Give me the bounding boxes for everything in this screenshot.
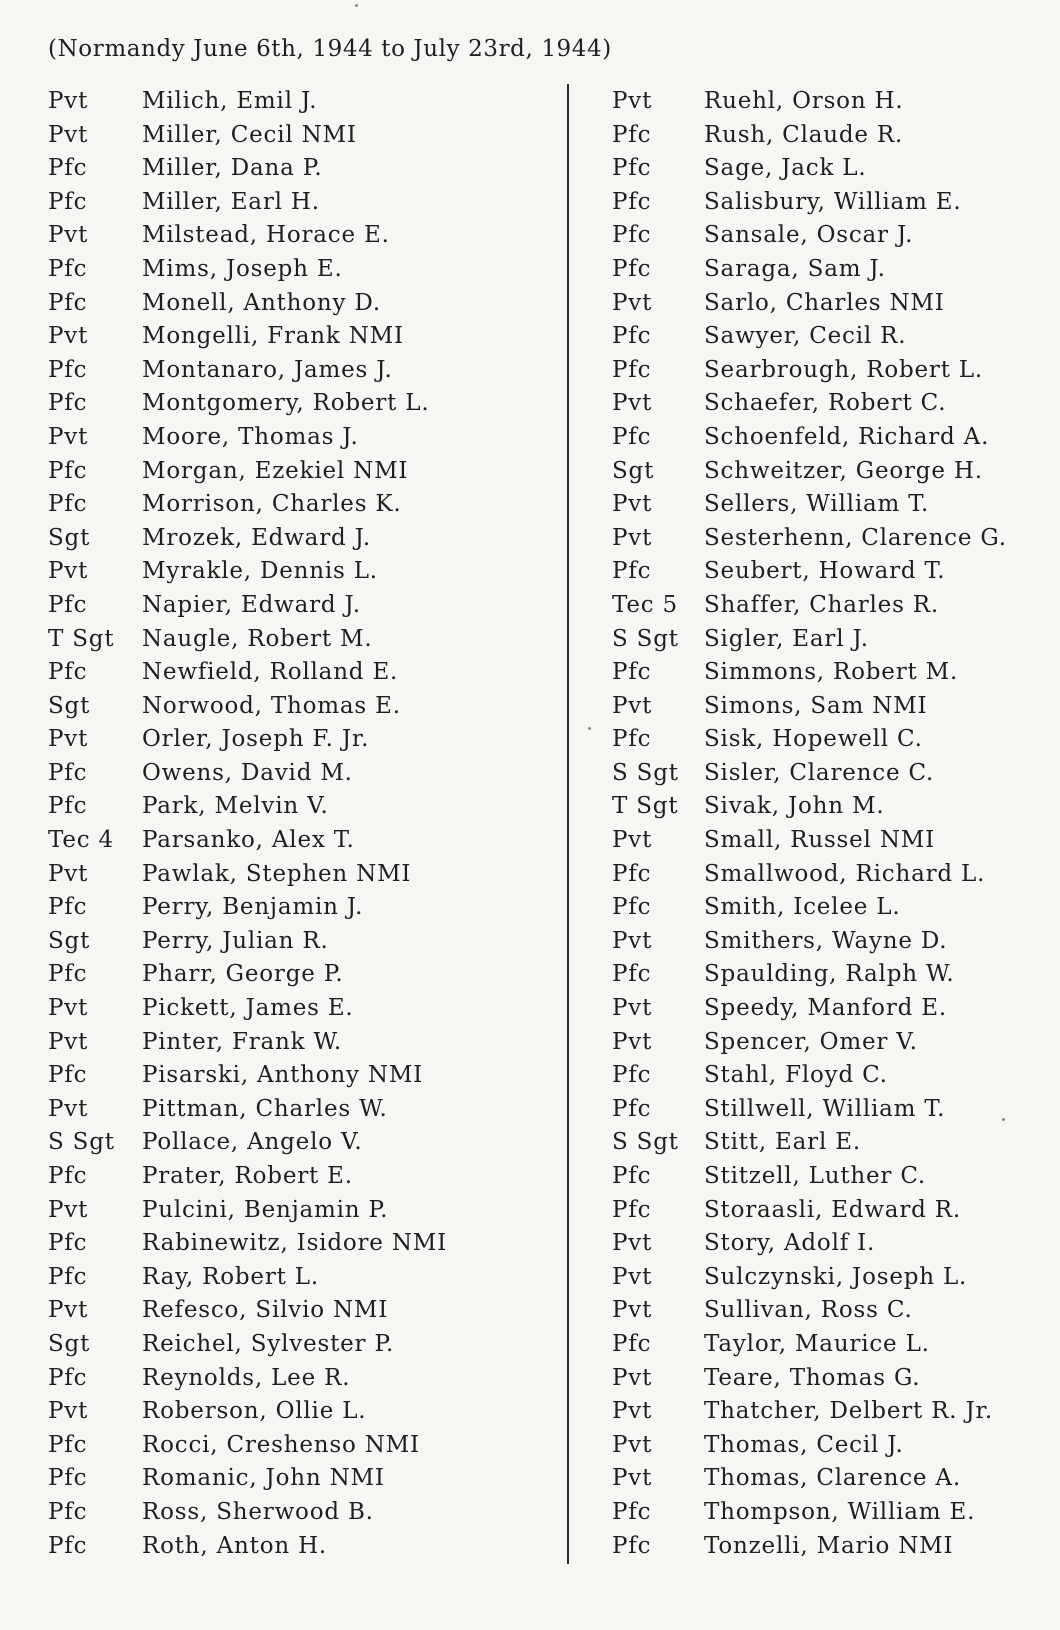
soldier-name: Storaasli, Edward R. xyxy=(704,1196,961,1223)
soldier-name: Mongelli, Frank NMI xyxy=(142,323,404,350)
soldier-name: Norwood, Thomas E. xyxy=(142,692,401,719)
soldier-name: Schweitzer, George H. xyxy=(704,457,983,484)
rank-label: Pfc xyxy=(48,1465,88,1492)
rank-label: S Sgt xyxy=(612,759,679,786)
soldier-name: Newfield, Rolland E. xyxy=(142,659,399,686)
rank-label: Pfc xyxy=(48,289,88,316)
soldier-name: Sulczynski, Joseph L. xyxy=(704,1263,968,1290)
rank-label: Pvt xyxy=(48,1095,89,1122)
soldier-name: Spaulding, Ralph W. xyxy=(704,961,955,988)
soldier-name: Teare, Thomas G. xyxy=(704,1364,921,1391)
soldier-name: Schaefer, Robert C. xyxy=(704,390,947,417)
rank-label: Pfc xyxy=(612,1062,652,1089)
rank-label: Pfc xyxy=(612,894,652,921)
rank-label: Pvt xyxy=(612,692,653,719)
soldier-name: Sivak, John M. xyxy=(704,793,885,820)
rank-label: Pfc xyxy=(612,255,652,282)
soldier-name: Roth, Anton H. xyxy=(142,1532,328,1559)
rank-label: Pfc xyxy=(612,1532,652,1559)
rank-label: Pvt xyxy=(48,1398,89,1425)
soldier-name: Saraga, Sam J. xyxy=(704,255,886,282)
soldier-name: Reichel, Sylvester P. xyxy=(142,1330,395,1357)
soldier-name: Simons, Sam NMI xyxy=(704,692,928,719)
soldier-name: Stitzell, Luther C. xyxy=(704,1163,927,1189)
soldier-name: Monell, Anthony D. xyxy=(142,289,381,316)
soldier-name: Sage, Jack L. xyxy=(704,155,867,182)
rank-label: Pvt xyxy=(612,289,653,316)
soldier-name: Searbrough, Robert L. xyxy=(704,356,984,383)
soldier-name: Refesco, Silvio NMI xyxy=(142,1297,389,1324)
rank-label: Pfc xyxy=(612,1196,652,1223)
soldier-name: Sellers, William T. xyxy=(704,491,930,518)
rank-label: Pvt xyxy=(612,88,653,114)
soldier-name: Spencer, Omer V. xyxy=(704,1028,918,1055)
rank-label: Pfc xyxy=(612,558,652,585)
rank-label: S Sgt xyxy=(612,625,679,652)
rank-label: S Sgt xyxy=(612,1129,679,1156)
rank-label: Pfc xyxy=(48,591,88,618)
soldier-name: Pulcini, Benjamin P. xyxy=(142,1196,389,1223)
rank-label: Pfc xyxy=(48,1230,88,1257)
rank-label: Pfc xyxy=(48,356,88,383)
rank-label: Sgt xyxy=(48,1330,91,1357)
soldier-name: Montanaro, James J. xyxy=(142,356,393,383)
soldier-name: Ruehl, Orson H. xyxy=(704,88,904,114)
soldier-name: Stahl, Floyd C. xyxy=(704,1062,888,1089)
rank-label: S Sgt xyxy=(48,1129,115,1156)
rank-label: Pfc xyxy=(612,1163,652,1189)
soldier-name: Pisarski, Anthony NMI xyxy=(142,1062,424,1089)
soldier-name: Thompson, William E. xyxy=(704,1498,976,1525)
soldier-name: Reynolds, Lee R. xyxy=(142,1364,351,1391)
rank-label: Pfc xyxy=(612,1095,652,1122)
soldier-name: Smallwood, Richard L. xyxy=(704,860,986,887)
soldier-name: Sarlo, Charles NMI xyxy=(704,289,945,316)
soldier-name: Sansale, Oscar J. xyxy=(704,222,914,249)
rank-label: Sgt xyxy=(612,457,655,484)
paper-speck xyxy=(588,727,591,730)
rank-label: Pfc xyxy=(612,121,652,148)
rank-label: Pvt xyxy=(612,1028,653,1055)
rank-label: Pvt xyxy=(48,88,89,114)
rank-label: Pfc xyxy=(48,659,88,686)
soldier-name: Miller, Cecil NMI xyxy=(142,121,357,148)
soldier-name: Ray, Robert L. xyxy=(142,1263,319,1290)
rank-label: Pvt xyxy=(48,121,89,148)
soldier-name: Schoenfeld, Richard A. xyxy=(704,423,990,450)
soldier-name: Morgan, Ezekiel NMI xyxy=(142,457,409,484)
rank-label: Pvt xyxy=(612,1398,653,1425)
soldier-name: Rocci, Creshenso NMI xyxy=(142,1431,420,1458)
rank-label: Pvt xyxy=(612,524,653,551)
rank-label: Pvt xyxy=(48,323,89,350)
rank-label: Tec 4 xyxy=(48,827,114,854)
rank-label: Pfc xyxy=(48,894,88,921)
rank-label: Pfc xyxy=(48,1163,88,1189)
soldier-name: Seubert, Howard T. xyxy=(704,558,946,585)
soldier-name: Stitt, Earl E. xyxy=(704,1129,861,1156)
paper-speck xyxy=(1002,1118,1005,1121)
page-header: (Normandy June 6th, 1944 to July 23rd, 1944) xyxy=(48,36,612,62)
rank-label: Pfc xyxy=(612,188,652,215)
soldier-name: Miller, Dana P. xyxy=(142,155,323,182)
soldier-name: Pittman, Charles W. xyxy=(142,1095,388,1122)
rank-label: Pfc xyxy=(612,222,652,249)
rank-label: Pvt xyxy=(612,491,653,518)
rank-label: Pvt xyxy=(612,827,653,854)
soldier-name: Sullivan, Ross C. xyxy=(704,1297,913,1324)
rank-label: Pfc xyxy=(48,1364,88,1391)
rank-label: Sgt xyxy=(48,692,91,719)
soldier-name: Mims, Joseph E. xyxy=(142,255,343,282)
rank-label: Pfc xyxy=(48,961,88,988)
rank-label: T Sgt xyxy=(48,625,115,652)
rank-label: Pvt xyxy=(612,1263,653,1290)
rank-label: Pvt xyxy=(48,423,89,450)
rank-label: Pfc xyxy=(48,1431,88,1458)
rank-label: Sgt xyxy=(48,927,91,954)
column-divider xyxy=(567,84,569,1564)
rank-label: Pfc xyxy=(612,659,652,686)
rank-label: Pfc xyxy=(612,423,652,450)
rank-label: Pvt xyxy=(48,726,89,753)
rank-label: Pfc xyxy=(612,1498,652,1525)
soldier-name: Shaffer, Charles R. xyxy=(704,591,940,618)
soldier-name: Simmons, Robert M. xyxy=(704,659,959,686)
soldier-name: Stillwell, William T. xyxy=(704,1095,946,1122)
rank-label: Pfc xyxy=(612,860,652,887)
soldier-name: Pharr, George P. xyxy=(142,961,344,988)
soldier-name: Sesterhenn, Clarence G. xyxy=(704,524,1007,551)
rank-label: Pfc xyxy=(612,155,652,182)
soldier-name: Napier, Edward J. xyxy=(142,591,361,618)
soldier-name: Moore, Thomas J. xyxy=(142,423,359,450)
rank-label: Pfc xyxy=(48,793,88,820)
soldier-name: Mrozek, Edward J. xyxy=(142,524,371,551)
rank-label: Pfc xyxy=(612,323,652,350)
rank-label: Pvt xyxy=(612,1297,653,1324)
soldier-name: Thomas, Cecil J. xyxy=(704,1431,904,1458)
soldier-name: Small, Russel NMI xyxy=(704,827,935,854)
soldier-name: Orler, Joseph F. Jr. xyxy=(142,726,370,753)
soldier-name: Sawyer, Cecil R. xyxy=(704,323,907,350)
rank-label: Pfc xyxy=(612,356,652,383)
soldier-name: Smithers, Wayne D. xyxy=(704,927,948,954)
soldier-name: Myrakle, Dennis L. xyxy=(142,558,378,585)
soldier-name: Speedy, Manford E. xyxy=(704,995,947,1022)
rank-label: Pvt xyxy=(612,927,653,954)
rank-label: Tec 5 xyxy=(612,591,678,618)
rank-label: Pfc xyxy=(612,961,652,988)
rank-label: Pfc xyxy=(48,390,88,417)
soldier-name: Rabinewitz, Isidore NMI xyxy=(142,1230,447,1257)
rank-label: Pfc xyxy=(48,457,88,484)
rank-label: Pvt xyxy=(612,1431,653,1458)
rank-label: Sgt xyxy=(48,524,91,551)
soldier-name: Morrison, Charles K. xyxy=(142,491,402,518)
soldier-name: Sisler, Clarence C. xyxy=(704,759,935,786)
rank-label: Pfc xyxy=(612,1330,652,1357)
rank-label: Pfc xyxy=(48,491,88,518)
soldier-name: Taylor, Maurice L. xyxy=(704,1330,930,1357)
soldier-name: Prater, Robert E. xyxy=(142,1163,353,1189)
soldier-name: Rush, Claude R. xyxy=(704,121,904,148)
rank-label: Pfc xyxy=(48,1263,88,1290)
rank-label: Pfc xyxy=(612,726,652,753)
soldier-name: Thatcher, Delbert R. Jr. xyxy=(704,1398,993,1425)
rank-label: Pvt xyxy=(48,1196,89,1223)
rank-label: Pvt xyxy=(48,995,89,1022)
rank-label: T Sgt xyxy=(612,793,679,820)
soldier-name: Sigler, Earl J. xyxy=(704,625,869,652)
soldier-name: Miller, Earl H. xyxy=(142,188,320,215)
soldier-name: Pickett, James E. xyxy=(142,995,354,1022)
soldier-name: Montgomery, Robert L. xyxy=(142,390,430,417)
rank-label: Pfc xyxy=(48,1062,88,1089)
rank-label: Pfc xyxy=(48,255,88,282)
soldier-name: Parsanko, Alex T. xyxy=(142,827,355,854)
soldier-name: Perry, Benjamin J. xyxy=(142,894,364,921)
rank-label: Pvt xyxy=(612,995,653,1022)
rank-label: Pvt xyxy=(612,1230,653,1257)
soldier-name: Thomas, Clarence A. xyxy=(704,1465,961,1492)
rank-label: Pfc xyxy=(48,188,88,215)
rank-label: Pvt xyxy=(48,222,89,249)
rank-label: Pvt xyxy=(48,1297,89,1324)
soldier-name: Park, Melvin V. xyxy=(142,793,329,820)
rank-label: Pfc xyxy=(48,759,88,786)
soldier-name: Roberson, Ollie L. xyxy=(142,1398,367,1425)
rank-label: Pvt xyxy=(612,390,653,417)
rank-label: Pvt xyxy=(48,558,89,585)
soldier-name: Milstead, Horace E. xyxy=(142,222,390,249)
rank-label: Pvt xyxy=(48,1028,89,1055)
soldier-name: Owens, David M. xyxy=(142,759,353,786)
rank-label: Pvt xyxy=(612,1364,653,1391)
soldier-name: Pinter, Frank W. xyxy=(142,1028,343,1055)
soldier-name: Salisbury, William E. xyxy=(704,188,962,215)
rank-label: Pfc xyxy=(48,1498,88,1525)
rank-label: Pvt xyxy=(612,1465,653,1492)
soldier-name: Romanic, John NMI xyxy=(142,1465,385,1492)
rank-label: Pvt xyxy=(48,860,89,887)
soldier-name: Naugle, Robert M. xyxy=(142,625,373,652)
soldier-name: Smith, Icelee L. xyxy=(704,894,901,921)
soldier-name: Tonzelli, Mario NMI xyxy=(704,1532,954,1559)
soldier-name: Pollace, Angelo V. xyxy=(142,1129,363,1156)
soldier-name: Perry, Julian R. xyxy=(142,927,329,954)
rank-label: Pfc xyxy=(48,155,88,182)
paper-speck xyxy=(355,4,358,7)
soldier-name: Sisk, Hopewell C. xyxy=(704,726,923,753)
soldier-name: Story, Adolf I. xyxy=(704,1230,876,1257)
soldier-name: Pawlak, Stephen NMI xyxy=(142,860,412,887)
rank-label: Pfc xyxy=(48,1532,88,1559)
soldier-name: Ross, Sherwood B. xyxy=(142,1498,374,1525)
soldier-name: Milich, Emil J. xyxy=(142,88,318,114)
